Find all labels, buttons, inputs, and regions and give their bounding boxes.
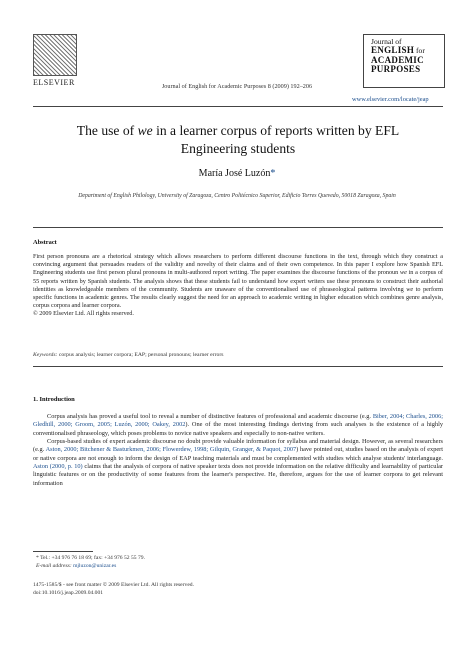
publisher-name: ELSEVIER: [33, 78, 75, 87]
author-footnote-link[interactable]: *: [270, 168, 276, 179]
keywords-label: Keywords:: [33, 352, 58, 358]
paragraph-1: [33, 413, 443, 438]
article-title: [33, 122, 443, 158]
doi-line: doi:10.1016/j.jeap.2009.04.001: [33, 590, 104, 596]
abstract-copyright: © 2009 Elsevier Ltd. All rights reserved.: [33, 310, 134, 318]
footnote-rule: [33, 551, 93, 552]
footnote-mark: *: [36, 555, 39, 561]
affiliation: Department of English Philology, University of Zaragoza, Centro Politécnico Superior, Edificio Torres Quevedo, 50018 Zaragoza, Spain: [78, 193, 396, 199]
citation-link[interactable]: Biber, 2004; Charles, 2006; Gledhill, 2000; Groom, 2005; Luzón, 2000; Oakey, 2002: [33, 413, 444, 429]
section-heading-introduction: 1. Introduction: [33, 396, 75, 403]
abstract-part-2: in a corpus of 55 reports written by Spanish students. The analysis shows that these students fail to understand how expert writers use these pronouns to construct their authorial identities as knowledgeable members of the community. Students are unaware of the conventionalised use of phraseological patterns involving: [33, 269, 443, 293]
journal-url-link[interactable]: www.elsevier.com/locate/jeap: [352, 96, 429, 103]
p2-text-b: ) have pointed out, studies based on the analysis of expert or native corpora are not enough to inform the design of EAP teaching materials and must be complemented with studies which analyse students' interlanguage.: [33, 446, 443, 462]
abstract-we-1: we: [399, 269, 407, 277]
author-name: María José Luzón: [198, 168, 271, 179]
abstract-heading: Abstract: [33, 239, 57, 246]
logo-line-3: for: [416, 46, 425, 56]
abstract-bottom-rule: [33, 366, 443, 367]
email-link[interactable]: mjluzon@unizar.es: [71, 563, 117, 569]
p1-text-a: Corpus analysis has proved a useful tool to reveal a number of distinctive features of professional and academic discourse (e.g.: [47, 413, 373, 420]
title-part-2: in a learner corpus of reports written by EFL: [152, 123, 400, 138]
abstract-top-rule: [33, 227, 443, 228]
abstract-text: [33, 253, 443, 319]
abstract-we-2: we: [406, 285, 414, 293]
author: [0, 168, 474, 179]
logo-line-5: PURPOSES: [371, 64, 421, 75]
abstract-part-3: to perform specific functions in academic genres. The results clearly suggest the need for an approach to academic writing in higher education which combines genre analysis, corpus corpora and learner corpora.: [33, 285, 443, 310]
keywords-list: corpus analysis; learner corpora; EAP; personal pronouns; learner errors: [57, 352, 224, 358]
title-part-1: The use of: [76, 123, 138, 138]
issn-block: [33, 581, 194, 597]
title-we: we: [137, 123, 153, 138]
keywords: [33, 352, 443, 358]
journal-citation: Journal of English for Academic Purposes 8 (2009) 192–206: [161, 83, 313, 90]
author-footnote: [36, 554, 145, 570]
journal-logo: [363, 34, 445, 88]
logo-line-2: ENGLISH: [371, 45, 415, 56]
issn-line: 1475-1585/$ - see front matter © 2009 Elsevier Ltd. All rights reserved.: [33, 582, 194, 588]
p2-text-c: claims that the analysis of corpora of native speaker texts does not provide information on the relative difficulty and learnability of particular linguistic features or on the productivity of some features from the learner's perspective. He, therefore, argues for the use of learner corpora to get relevant information: [33, 463, 444, 487]
footnote-tel: Tel.: +34 976 76 18 69; fax: +34 976 52 55 79.: [38, 555, 145, 561]
title-line-2: Engineering students: [180, 141, 296, 156]
abstract-part-1: First person pronouns are a rhetorical strategy which allows researchers to perform different discourse functions in the text, through which they construct a convincing argument that persuades readers of the validity and novelty of their claims and of their own competence. In this paper I explore how Spanish EFL Engineering students use first person plural pronouns in multi-authored report writing. The paper examines the discourse functions of the pronoun: [33, 253, 443, 277]
citation-link[interactable]: Aston, 2000; Bitchener & Basturkmen, 2006; Flowerdew, 1998; Gilquin, Granger, & Paquot, 2007: [45, 446, 297, 454]
introduction-body: [33, 413, 443, 488]
elsevier-logo: [33, 34, 77, 87]
logo-line-4: ACADEMIC: [371, 54, 424, 65]
tree-icon: [33, 34, 77, 76]
email-label: E-mail address:: [36, 563, 72, 569]
paragraph-2: [33, 438, 443, 488]
logo-line-1: Journal of: [371, 37, 402, 46]
p1-text-b: ). One of the most interesting findings deriving from such analyses is the existence of a highly conventionalised phraseology, which poses problems to novice native speakers and especially to non-native writers.: [33, 421, 443, 437]
citation-link[interactable]: Aston (2000, p. 10): [33, 463, 83, 471]
p2-text-a: Corpus-based studies of expert academic discourse no doubt provide valuable information for syllabus and material design. However, as several researchers (e.g.: [33, 438, 443, 454]
header-rule: [33, 106, 443, 107]
